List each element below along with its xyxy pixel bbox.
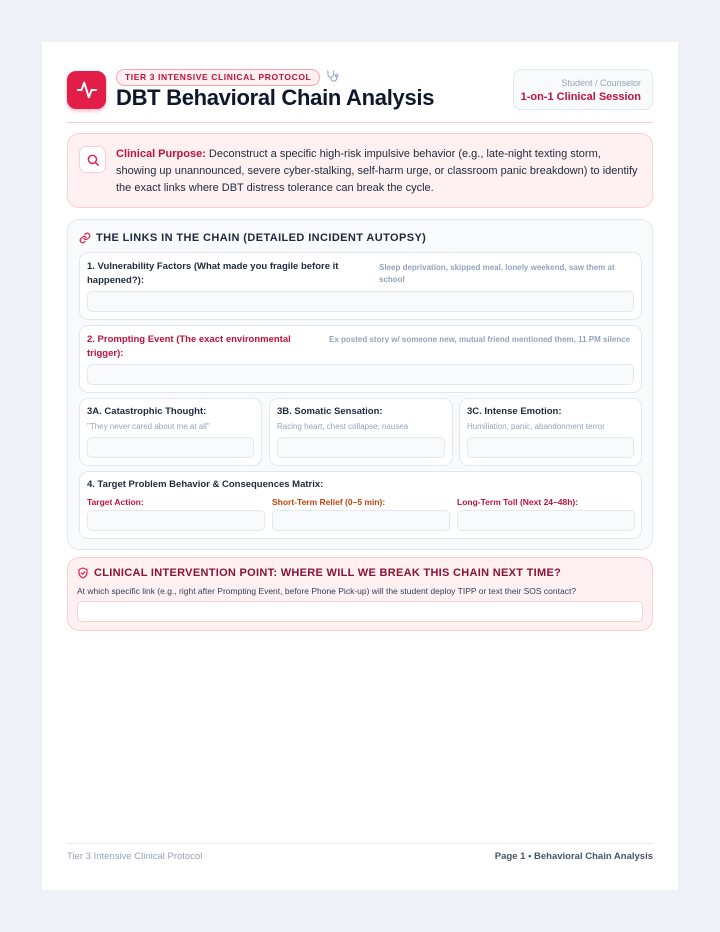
emotion-card <box>459 398 642 466</box>
emotion-label: 3C. Intense Emotion: <box>467 406 562 417</box>
matrix-label: 4. Target Problem Behavior & Consequences Matrix: <box>87 479 324 490</box>
vulnerability-card <box>79 252 642 320</box>
chain-links-section <box>67 219 653 550</box>
prompting-event-card <box>79 325 642 393</box>
shield-check-icon <box>77 567 89 579</box>
somatic-label: 3B. Somatic Sensation: <box>277 406 383 417</box>
long-term-toll-label: Long-Term Toll (Next 24–48h): <box>457 497 579 507</box>
purpose-description: Deconstruct a specific high-risk impulsive behavior (e.g., late-night texting storm, showing up unannounced, severe cyber-stalking, self-harm urge, or classroom panic breakdown) to identify the exact links where DBT distress tolerance can break the cycle. <box>116 148 638 194</box>
somatic-field[interactable] <box>277 437 445 458</box>
vulnerability-label: 1. Vulnerability Factors (What made you fragile before it happened?): <box>87 261 339 286</box>
footer-divider <box>67 843 653 844</box>
intervention-heading <box>77 567 561 579</box>
short-term-relief-field[interactable] <box>272 510 450 531</box>
tier-badge: TIER 3 INTENSIVE CLINICAL PROTOCOL <box>116 69 320 86</box>
prompting-event-field[interactable] <box>87 364 634 385</box>
target-action-field[interactable] <box>87 510 265 531</box>
heartbeat-icon <box>67 71 106 109</box>
stethoscope-icon <box>325 69 339 83</box>
vulnerability-hint: Sleep deprivation, skipped meal, lonely weekend, saw them at school <box>379 263 615 284</box>
worksheet-page <box>42 42 678 890</box>
link-icon <box>79 232 91 244</box>
page-title: DBT Behavioral Chain Analysis <box>116 85 435 110</box>
intervention-point-box <box>67 557 653 631</box>
search-icon <box>79 146 106 173</box>
behavior-matrix-card <box>79 471 642 539</box>
intervention-heading-text: CLINICAL INTERVENTION POINT: WHERE WILL WE BREAK THIS CHAIN NEXT TIME? <box>94 567 562 579</box>
header-divider <box>67 122 653 123</box>
purpose-label: Clinical Purpose: <box>116 148 206 160</box>
purpose-text <box>116 146 642 197</box>
thought-label: 3A. Catastrophic Thought: <box>87 406 207 417</box>
long-term-toll-field[interactable] <box>457 510 635 531</box>
footer-protocol: Tier 3 Intensive Clinical Protocol <box>67 851 203 862</box>
header <box>67 69 653 111</box>
thought-hint: "They never cared about me at all" <box>87 422 210 431</box>
somatic-card <box>269 398 453 466</box>
target-action-label: Target Action: <box>87 497 144 507</box>
chain-heading <box>79 230 426 246</box>
clinical-purpose-box <box>67 133 653 208</box>
emotion-hint: Humiliation, panic, abandonment terror <box>467 422 605 431</box>
session-card <box>513 69 653 110</box>
thought-field[interactable] <box>87 437 254 458</box>
vulnerability-field[interactable] <box>87 291 634 312</box>
thought-card <box>79 398 262 466</box>
emotion-field[interactable] <box>467 437 634 458</box>
somatic-hint: Racing heart, chest collapse, nausea <box>277 422 409 431</box>
prompting-event-hint: Ex posted story w/ someone new, mutual friend mentioned them, 11 PM silence <box>329 335 631 344</box>
session-role: Student / Counselor <box>561 78 641 88</box>
short-term-relief-label: Short-Term Relief (0–5 min): <box>272 497 386 507</box>
intervention-field[interactable] <box>77 601 643 622</box>
session-type: 1-on-1 Clinical Session <box>520 91 641 103</box>
prompting-event-label: 2. Prompting Event (The exact environmental trigger): <box>87 334 291 359</box>
chain-heading-text: THE LINKS IN THE CHAIN (DETAILED INCIDENT AUTOPSY) <box>96 232 427 244</box>
footer-page-info: Page 1 • Behavioral Chain Analysis <box>494 851 653 862</box>
intervention-question: At which specific link (e.g., right after Prompting Event, before Phone Pick-up) will the student deploy TIPP or text their SOS contact? <box>77 586 577 596</box>
